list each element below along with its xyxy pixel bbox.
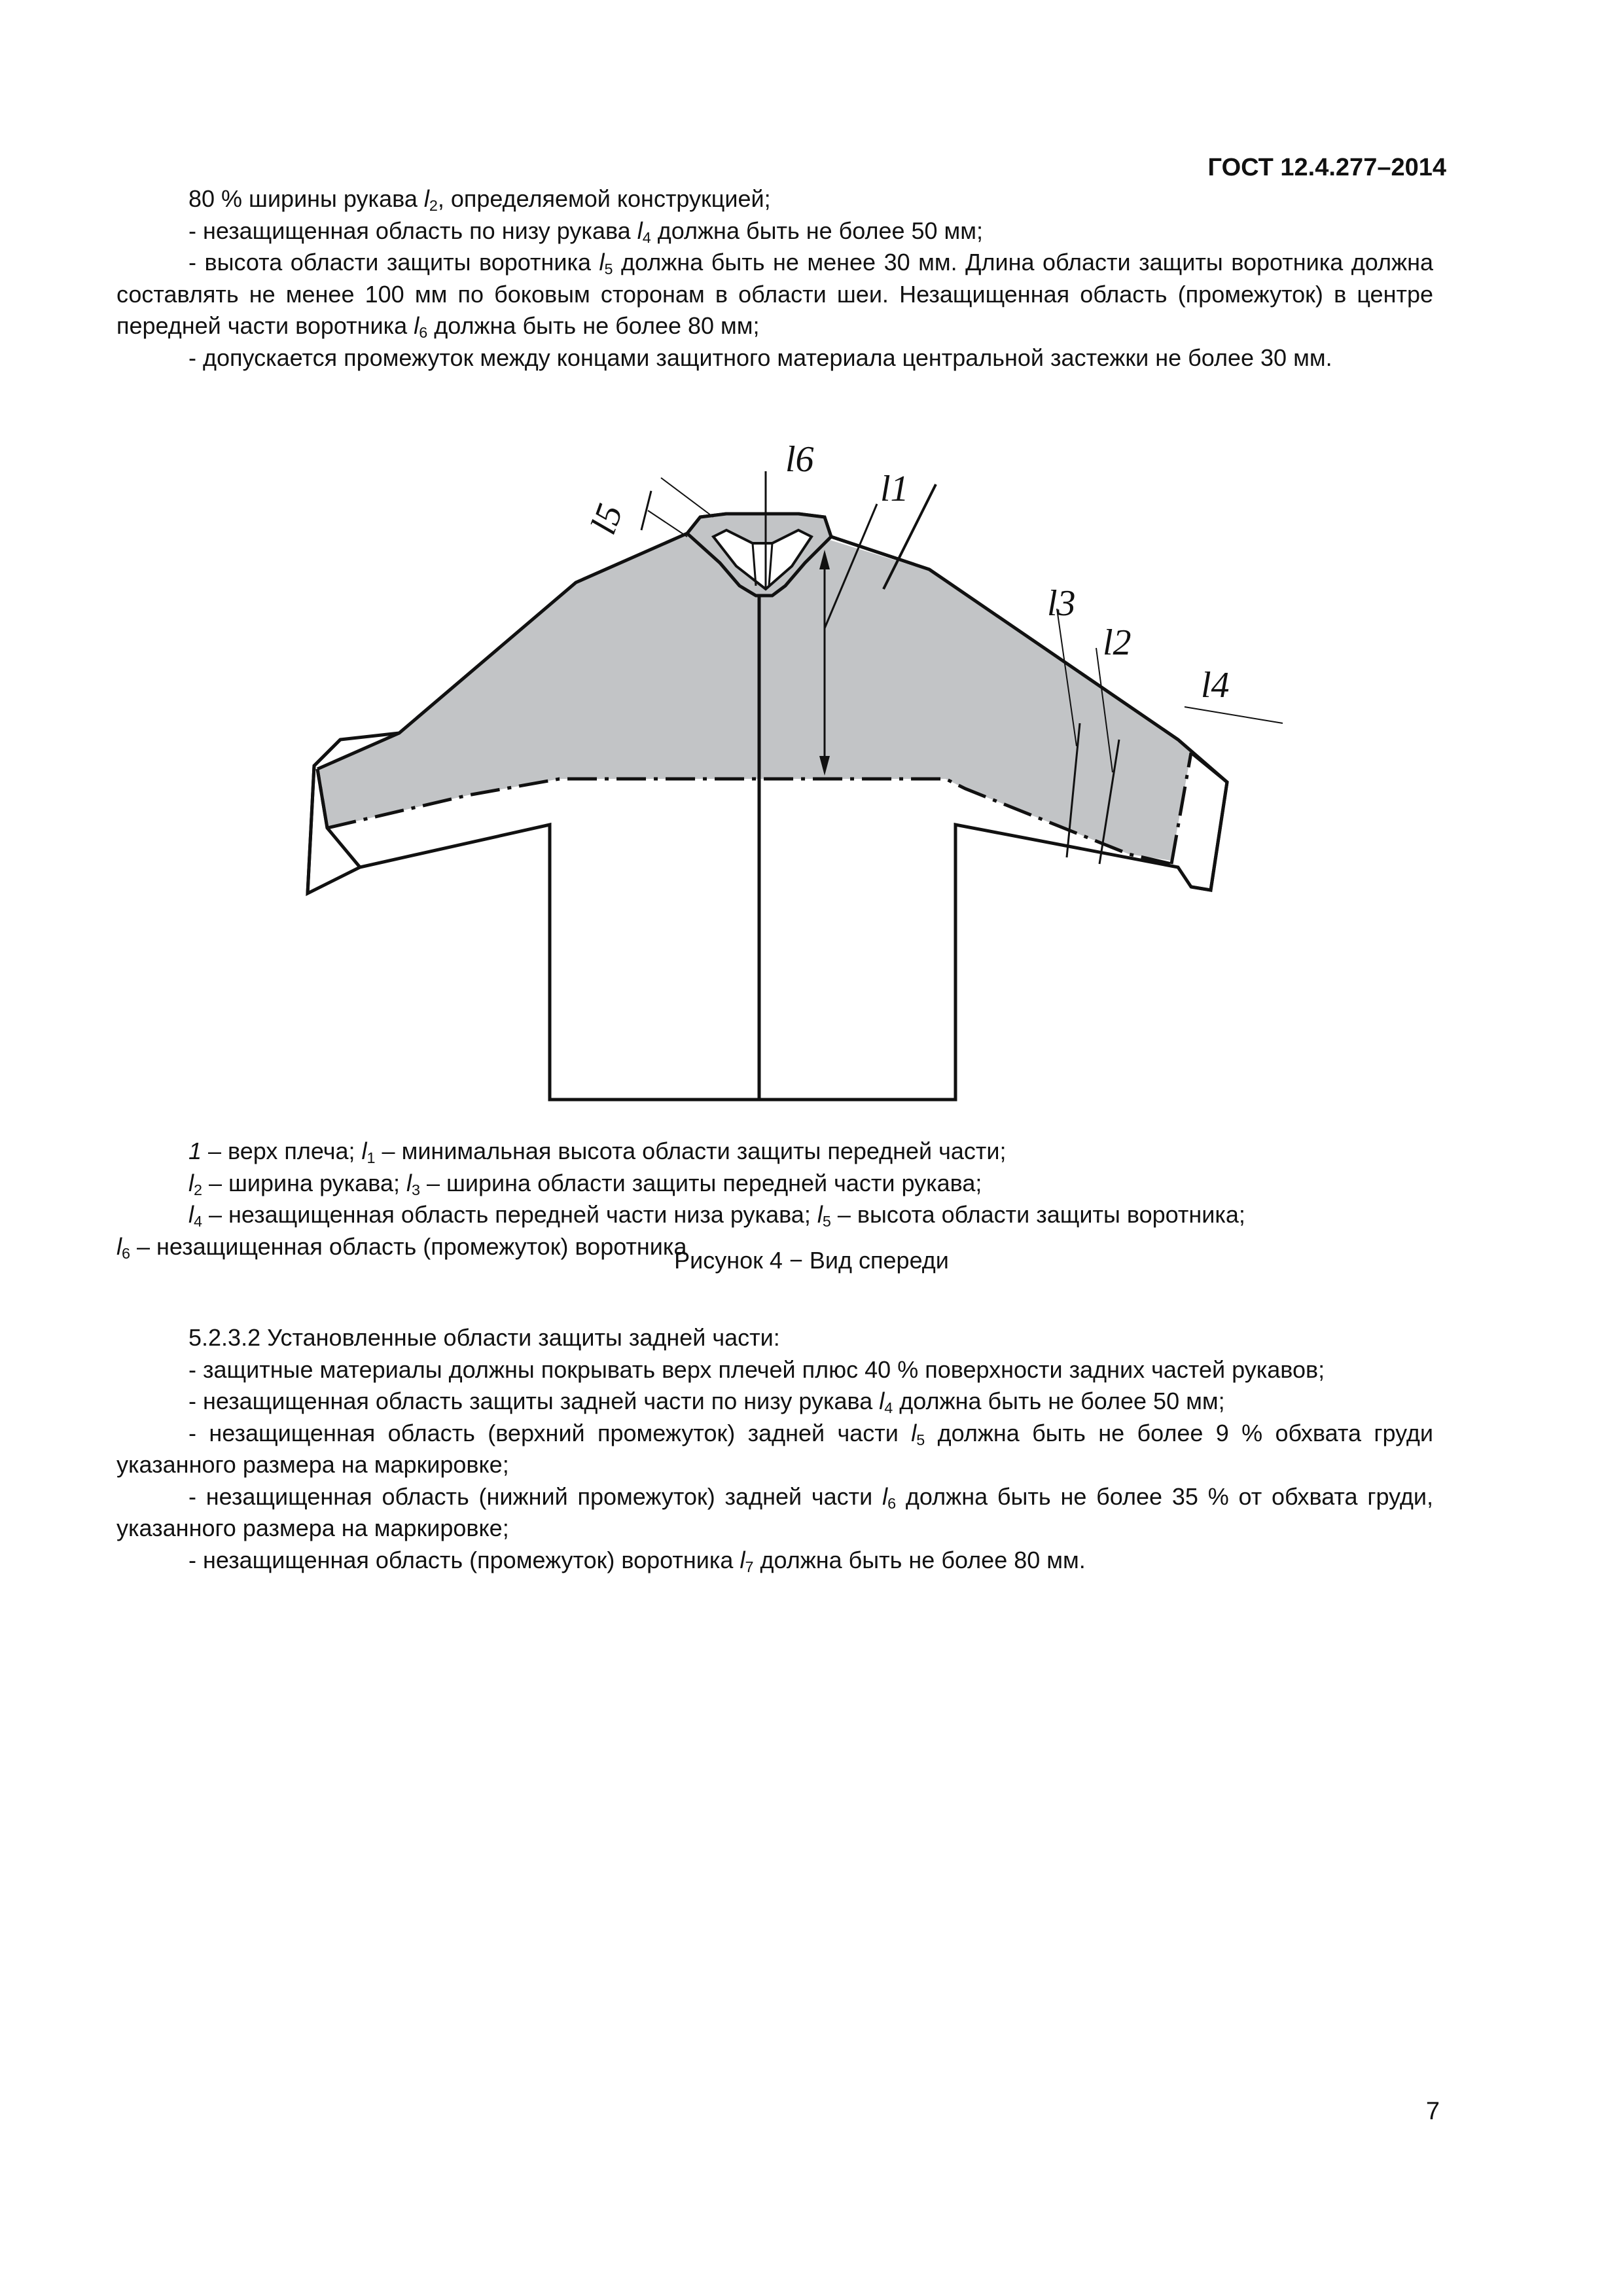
section-item-5 — [116, 1545, 1433, 1577]
text: должна быть не более 50 мм; — [651, 217, 984, 244]
paragraph-sleeve-bottom — [116, 215, 1433, 247]
text: должна быть не более 80 мм; — [427, 312, 760, 339]
var: l — [188, 1169, 194, 1196]
section-item-3 — [116, 1418, 1433, 1481]
jacket-diagram — [268, 432, 1289, 1113]
text: - незащищенная область (нижний промежуток) задней части — [188, 1482, 883, 1510]
subscript: 4 — [194, 1212, 203, 1230]
var: l — [414, 312, 419, 339]
var: l — [361, 1138, 367, 1164]
text: должна быть не более 50 мм; — [893, 1388, 1225, 1414]
var: l — [116, 1232, 122, 1260]
label-l6: l6 — [785, 439, 814, 480]
l5-dim — [641, 491, 651, 530]
legend-row-2 — [116, 1168, 1433, 1200]
subscript: 4 — [642, 228, 651, 246]
subscript: 7 — [745, 1558, 754, 1575]
text: 80 % ширины рукава — [188, 185, 424, 212]
subscript: 5 — [604, 260, 613, 278]
subscript: 3 — [412, 1181, 421, 1198]
text: - незащищенная область по низу рукава — [188, 217, 637, 244]
top-text — [116, 183, 1433, 374]
var: l — [599, 249, 605, 276]
text: - незащищенная область защиты задней части по низу рукава — [188, 1388, 880, 1414]
subscript: 4 — [884, 1399, 893, 1416]
var: l — [637, 217, 643, 244]
paragraph-sleeve-width — [116, 183, 1433, 215]
text: – незащищенная область (промежуток) воротника — [130, 1232, 687, 1260]
subscript: 5 — [822, 1212, 831, 1230]
label-l3: l3 — [1047, 583, 1076, 624]
var: l — [740, 1546, 745, 1573]
var: 1 — [188, 1138, 202, 1164]
text: – верх плеча; — [202, 1138, 362, 1164]
section-5-2-3-2 — [116, 1322, 1433, 1576]
legend-row-3 — [116, 1199, 1433, 1231]
label-l4: l4 — [1201, 665, 1230, 706]
var: l — [879, 1388, 885, 1414]
var: l — [911, 1419, 917, 1446]
paragraph-fastener: - допускается промежуток между концами защитного материала центральной застежки не более 30 мм. — [188, 344, 1332, 371]
text: должна быть не более 80 мм. — [753, 1546, 1086, 1573]
text: – незащищенная область передней части низа рукава; — [202, 1201, 817, 1228]
subscript: 5 — [916, 1431, 925, 1448]
figure-front-view — [268, 432, 1289, 1113]
section-item-2 — [116, 1386, 1433, 1418]
var: l — [817, 1201, 823, 1228]
text: должна быть не более 35 % от обхвата груди, указанного размера на маркировке; — [116, 1482, 1433, 1541]
subscript: 6 — [122, 1244, 131, 1262]
text: , определяемой конструкцией; — [437, 185, 771, 212]
var: l — [423, 185, 429, 212]
text: – ширина области защиты передней части рукава; — [420, 1169, 982, 1196]
document-header: ГОСТ 12.4.277–2014 — [1207, 154, 1446, 181]
figure-caption: Рисунок 4 − Вид спереди — [674, 1247, 949, 1274]
section-item-4 — [116, 1481, 1433, 1545]
figure-legend — [116, 1136, 1433, 1263]
section-item-1: - защитные материалы должны покрывать верх плечей плюс 40 % поверхности задних частей рукавов; — [188, 1355, 1325, 1383]
text: должна быть не менее 30 мм. Длина области защиты воротника должна составлять не менее 100 мм по боковым сторонам в области шеи. Незащищенная область (промежуток) в центре передней части воротника — [116, 249, 1434, 339]
var: l — [882, 1482, 888, 1510]
l5-ext-1 — [661, 478, 713, 517]
paragraph-collar — [116, 247, 1433, 342]
subscript: 2 — [194, 1181, 203, 1198]
l4-dim — [1185, 707, 1283, 723]
subscript: 2 — [429, 196, 438, 214]
l5-ext-2 — [648, 511, 687, 537]
text: должна быть не более 9 % обхвата груди указанного размера на маркировке; — [116, 1419, 1434, 1478]
legend-row-1 — [116, 1136, 1433, 1168]
section-heading: 5.2.3.2 Установленные области защиты задней части: — [188, 1324, 780, 1351]
text: - незащищенная область (промежуток) воротника — [188, 1546, 740, 1573]
text: - незащищенная область (верхний промежуток) задней части — [188, 1419, 912, 1446]
label-l2: l2 — [1103, 622, 1132, 663]
label-l5: l5 — [582, 499, 631, 540]
subscript: 6 — [887, 1494, 897, 1512]
var: l — [188, 1201, 194, 1228]
text: - высота области защиты воротника — [188, 249, 599, 276]
text: – высота области защиты воротника; — [830, 1201, 1245, 1228]
subscript: 1 — [366, 1149, 376, 1166]
text: – минимальная высота области защиты передней части; — [375, 1138, 1007, 1164]
subscript: 6 — [419, 323, 428, 341]
label-l1: l1 — [880, 469, 909, 509]
text: – ширина рукава; — [202, 1169, 406, 1196]
page-number: 7 — [1425, 2098, 1440, 2125]
var: l — [406, 1169, 412, 1196]
